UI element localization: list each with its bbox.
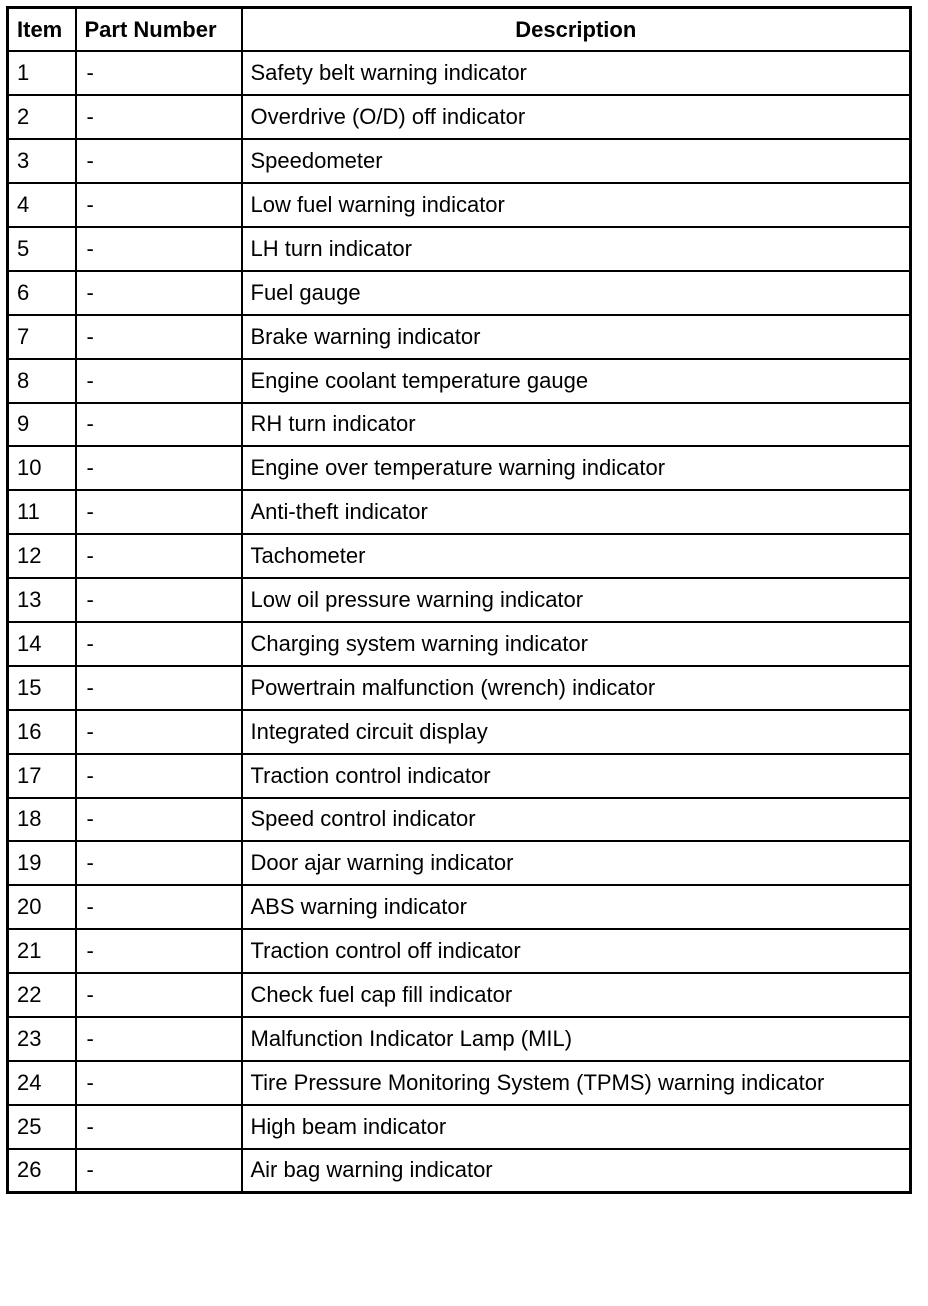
table-row [8, 1105, 911, 1149]
table-row [8, 841, 911, 885]
table-row [8, 95, 911, 139]
item-number: 4 [8, 183, 76, 227]
part-number: - [76, 403, 242, 447]
item-description: Fuel gauge [242, 271, 911, 315]
item-number: 10 [8, 446, 76, 490]
table-row [8, 315, 911, 359]
item-number: 9 [8, 403, 76, 447]
item-description: Anti-theft indicator [242, 490, 911, 534]
item-number: 7 [8, 315, 76, 359]
part-number: - [76, 578, 242, 622]
item-number: 13 [8, 578, 76, 622]
item-number: 24 [8, 1061, 76, 1105]
table-row [8, 446, 911, 490]
table-row [8, 710, 911, 754]
part-number: - [76, 1149, 242, 1193]
item-number: 25 [8, 1105, 76, 1149]
item-number: 20 [8, 885, 76, 929]
item-number: 21 [8, 929, 76, 973]
part-number: - [76, 798, 242, 842]
item-description: Malfunction Indicator Lamp (MIL) [242, 1017, 911, 1061]
part-number: - [76, 183, 242, 227]
item-description: Traction control off indicator [242, 929, 911, 973]
part-number: - [76, 1017, 242, 1061]
item-number: 18 [8, 798, 76, 842]
table-row [8, 490, 911, 534]
table-row [8, 798, 911, 842]
header-item: Item [8, 8, 76, 52]
table-row [8, 1149, 911, 1193]
item-description: Traction control indicator [242, 754, 911, 798]
item-description: Air bag warning indicator [242, 1149, 911, 1193]
table-row [8, 929, 911, 973]
header-part-number: Part Number [76, 8, 242, 52]
table-row [8, 183, 911, 227]
table-row [8, 973, 911, 1017]
table-row [8, 885, 911, 929]
item-number: 1 [8, 51, 76, 95]
item-description: ABS warning indicator [242, 885, 911, 929]
item-description: RH turn indicator [242, 403, 911, 447]
item-description: Door ajar warning indicator [242, 841, 911, 885]
table-row [8, 754, 911, 798]
item-number: 16 [8, 710, 76, 754]
part-number: - [76, 622, 242, 666]
part-number: - [76, 885, 242, 929]
item-description: Tachometer [242, 534, 911, 578]
item-number: 2 [8, 95, 76, 139]
part-number: - [76, 227, 242, 271]
item-number: 15 [8, 666, 76, 710]
part-number: - [76, 315, 242, 359]
part-number: - [76, 51, 242, 95]
table-row [8, 271, 911, 315]
item-description: Integrated circuit display [242, 710, 911, 754]
part-number: - [76, 973, 242, 1017]
part-number: - [76, 710, 242, 754]
item-description: Speed control indicator [242, 798, 911, 842]
part-number: - [76, 929, 242, 973]
table-row [8, 578, 911, 622]
item-description: Powertrain malfunction (wrench) indicator [242, 666, 911, 710]
item-number: 6 [8, 271, 76, 315]
table-header-row [8, 8, 911, 52]
item-number: 12 [8, 534, 76, 578]
part-number: - [76, 446, 242, 490]
part-number: - [76, 666, 242, 710]
item-description: Overdrive (O/D) off indicator [242, 95, 911, 139]
table-row [8, 227, 911, 271]
table-row [8, 359, 911, 403]
item-number: 14 [8, 622, 76, 666]
item-description: Speedometer [242, 139, 911, 183]
table-row [8, 403, 911, 447]
item-description: Low oil pressure warning indicator [242, 578, 911, 622]
part-number: - [76, 490, 242, 534]
part-number: - [76, 1105, 242, 1149]
item-description: Engine over temperature warning indicator [242, 446, 911, 490]
item-number: 3 [8, 139, 76, 183]
table-row [8, 622, 911, 666]
part-number: - [76, 359, 242, 403]
part-number: - [76, 841, 242, 885]
item-description: Brake warning indicator [242, 315, 911, 359]
part-number: - [76, 271, 242, 315]
part-number: - [76, 139, 242, 183]
item-number: 23 [8, 1017, 76, 1061]
table-body [8, 51, 911, 1192]
item-number: 11 [8, 490, 76, 534]
item-description: Low fuel warning indicator [242, 183, 911, 227]
item-number: 22 [8, 973, 76, 1017]
parts-table [6, 6, 912, 1194]
table-row [8, 534, 911, 578]
item-description: Check fuel cap fill indicator [242, 973, 911, 1017]
item-description: LH turn indicator [242, 227, 911, 271]
part-number: - [76, 754, 242, 798]
item-number: 17 [8, 754, 76, 798]
item-description: Engine coolant temperature gauge [242, 359, 911, 403]
table-row [8, 666, 911, 710]
item-number: 26 [8, 1149, 76, 1193]
part-number: - [76, 95, 242, 139]
table-row [8, 1017, 911, 1061]
item-description: Tire Pressure Monitoring System (TPMS) warning indicator [242, 1061, 911, 1105]
item-description: Safety belt warning indicator [242, 51, 911, 95]
part-number: - [76, 1061, 242, 1105]
part-number: - [76, 534, 242, 578]
table-row [8, 139, 911, 183]
item-number: 8 [8, 359, 76, 403]
header-description: Description [242, 8, 911, 52]
table-row [8, 51, 911, 95]
item-description: High beam indicator [242, 1105, 911, 1149]
item-description: Charging system warning indicator [242, 622, 911, 666]
item-number: 19 [8, 841, 76, 885]
item-number: 5 [8, 227, 76, 271]
table-row [8, 1061, 911, 1105]
